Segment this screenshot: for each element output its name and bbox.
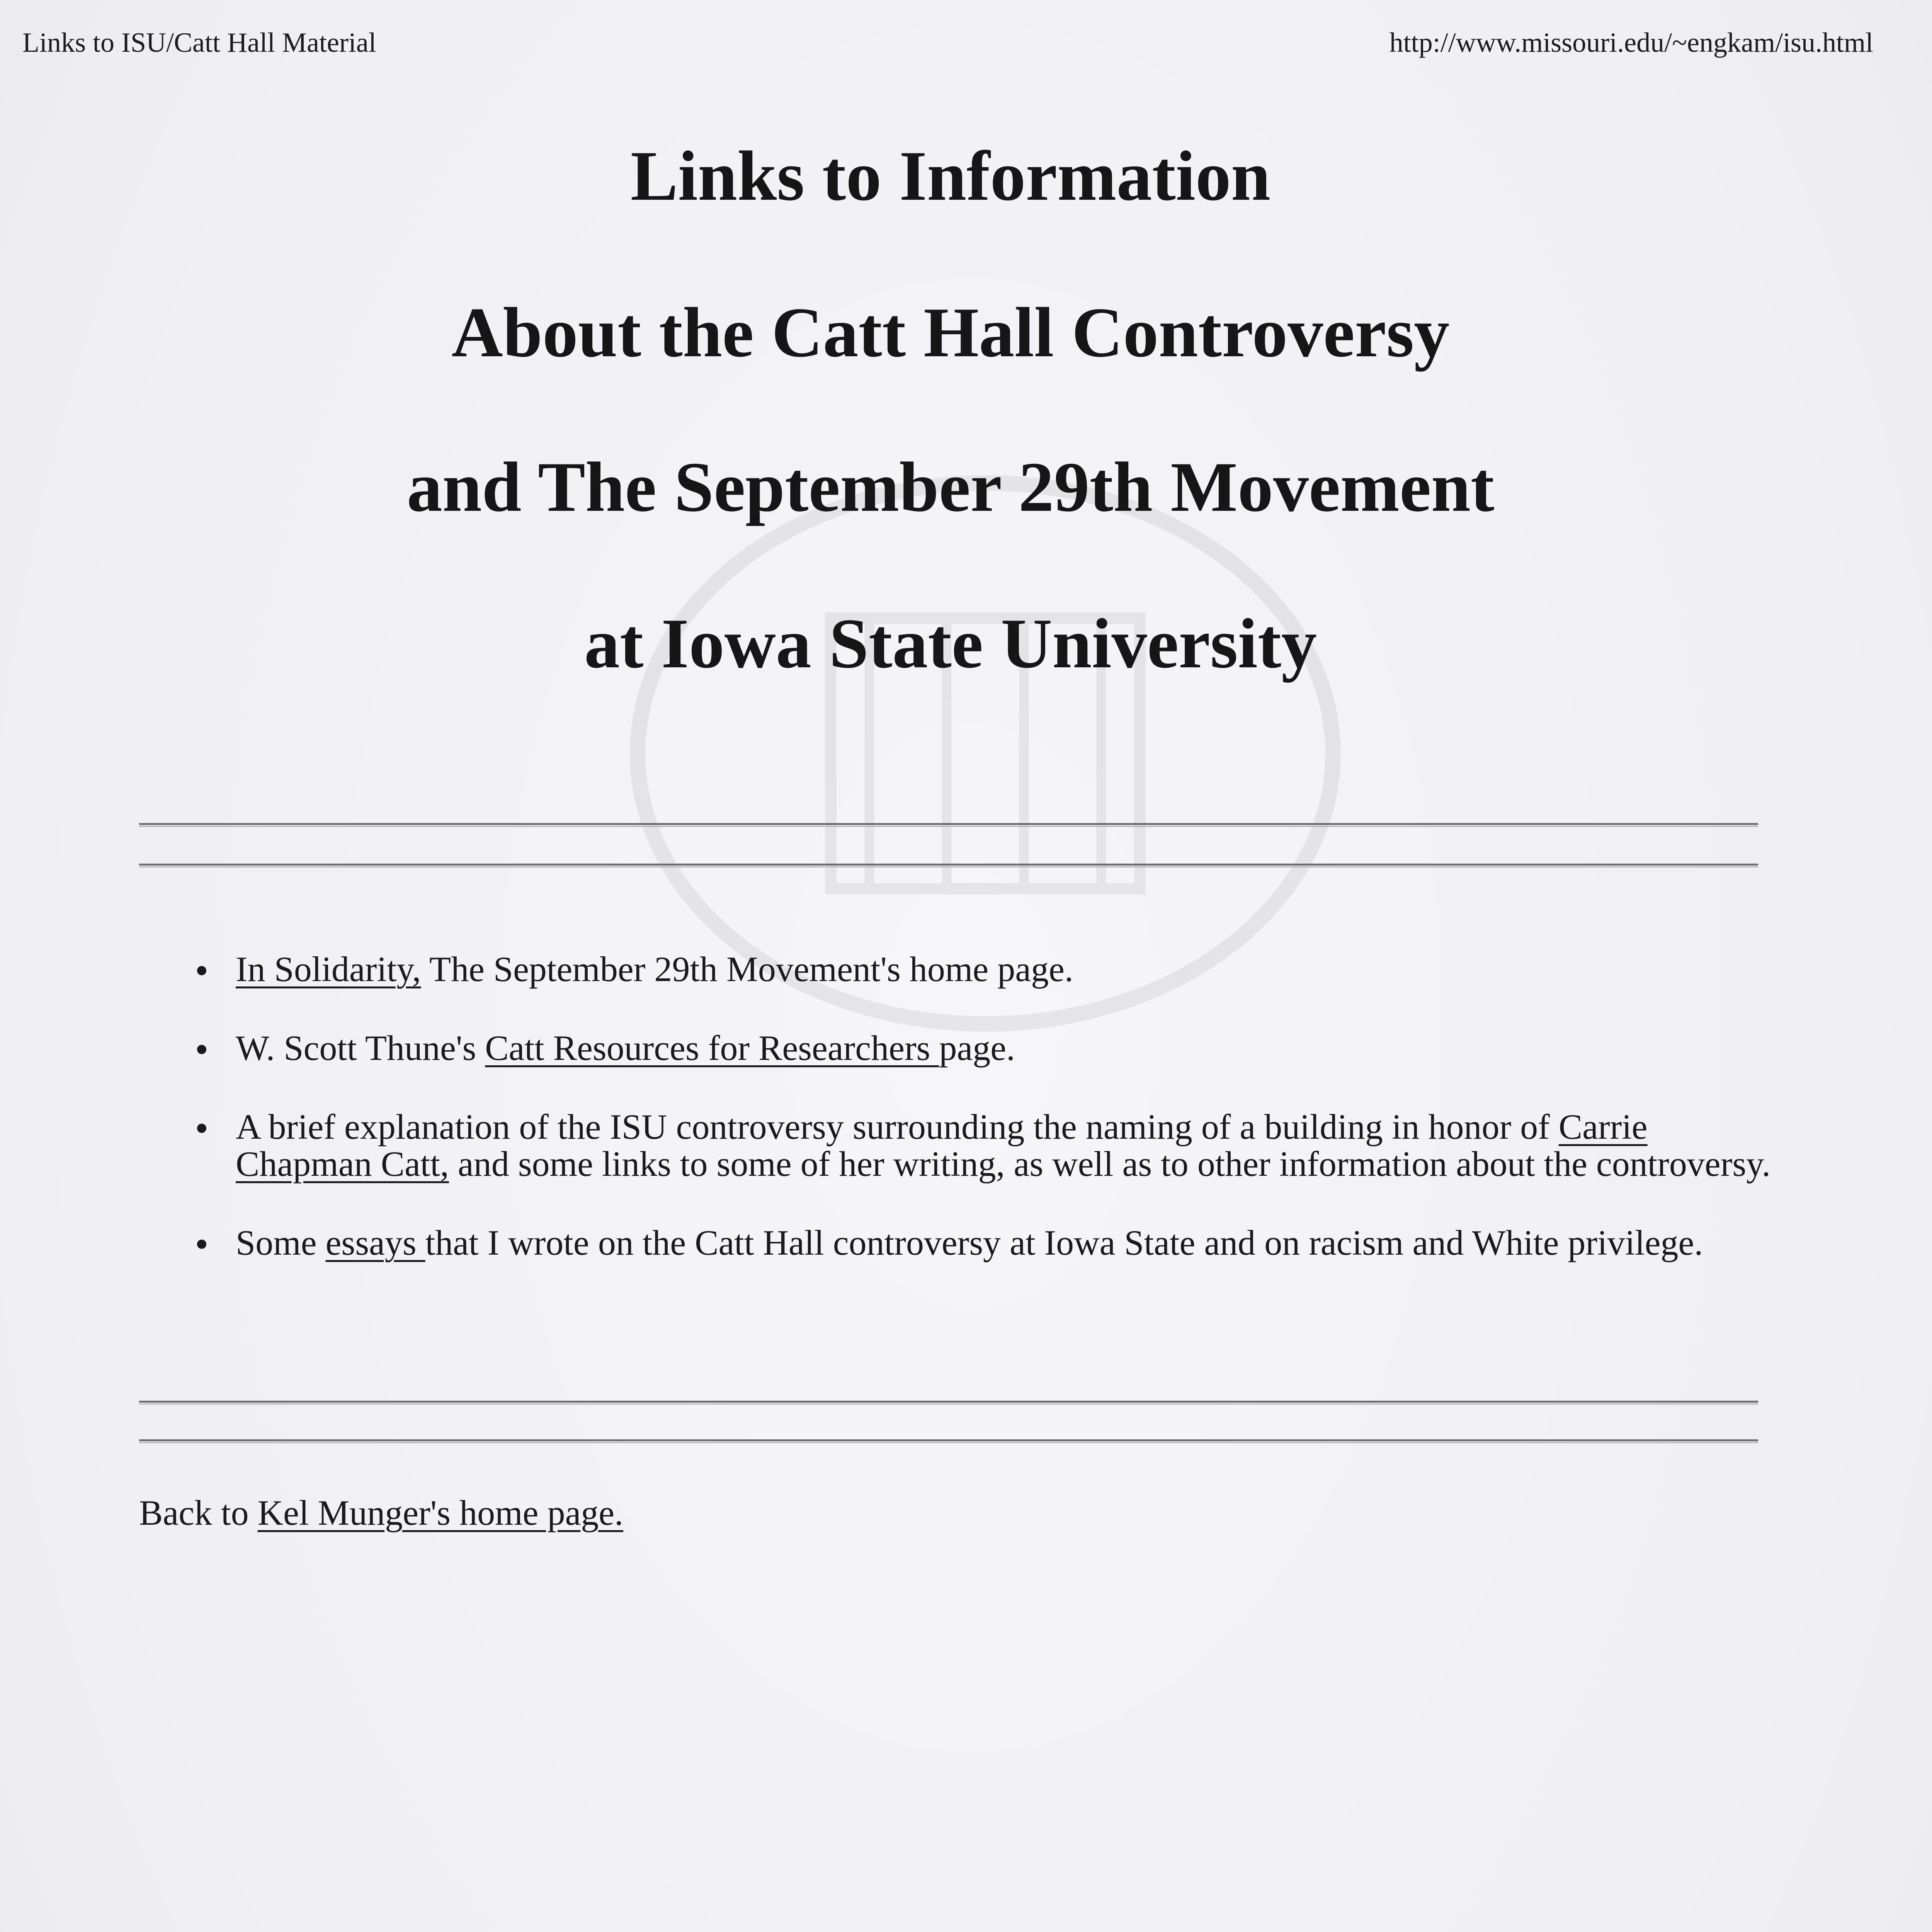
list-item bbox=[193, 1108, 1777, 1182]
horizontal-rule bbox=[139, 823, 1758, 827]
list-item-text: Some bbox=[236, 1223, 326, 1262]
list-item-text: and some links to some of her writing, as well as to other information about the controversy. bbox=[449, 1144, 1771, 1184]
page-title-line-1: Links to Information bbox=[630, 136, 1271, 215]
bullet-icon bbox=[197, 1124, 206, 1133]
horizontal-rule bbox=[139, 1439, 1758, 1443]
print-header-title: Links to ISU/Catt Hall Material bbox=[22, 27, 376, 58]
list-item-text: page. bbox=[939, 1028, 1015, 1068]
list-item-text: The September 29th Movement's home page. bbox=[421, 949, 1073, 989]
link-list bbox=[193, 951, 1777, 1303]
horizontal-rule bbox=[139, 864, 1758, 867]
list-item bbox=[193, 1224, 1777, 1261]
in-solidarity-link[interactable]: In Solidarity, bbox=[236, 949, 421, 989]
catt-resources-link[interactable]: Catt Resources for Researchers bbox=[485, 1028, 939, 1068]
back-text: Back to bbox=[139, 1493, 258, 1532]
carrie-chapman-catt-link[interactable]: Carrie Chapman Catt, bbox=[236, 1107, 1648, 1184]
print-header-url: http://www.missouri.edu/~engkam/isu.html bbox=[1389, 27, 1873, 58]
back-line bbox=[139, 1493, 623, 1532]
bullet-icon bbox=[197, 966, 206, 975]
bullet-icon bbox=[197, 1045, 206, 1054]
list-item-text: W. Scott Thune's bbox=[236, 1028, 485, 1068]
page-title-line-2: About the Catt Hall Controversy bbox=[451, 293, 1450, 372]
list-item bbox=[193, 951, 1777, 988]
list-item-text: A brief explanation of the ISU controversy surrounding the naming of a building in honor of bbox=[236, 1107, 1559, 1146]
list-item-text: that I wrote on the Catt Hall controversy at Iowa State and on racism and White privilege. bbox=[425, 1223, 1703, 1262]
home-page-link[interactable]: Kel Munger's home page. bbox=[257, 1493, 624, 1532]
page-title-line-3: and The September 29th Movement bbox=[406, 447, 1495, 526]
page-title-line-4: at Iowa State University bbox=[584, 604, 1317, 683]
horizontal-rule bbox=[139, 1401, 1758, 1405]
list-item bbox=[193, 1029, 1777, 1066]
essays-link[interactable]: essays bbox=[325, 1223, 425, 1262]
bullet-icon bbox=[197, 1240, 206, 1249]
